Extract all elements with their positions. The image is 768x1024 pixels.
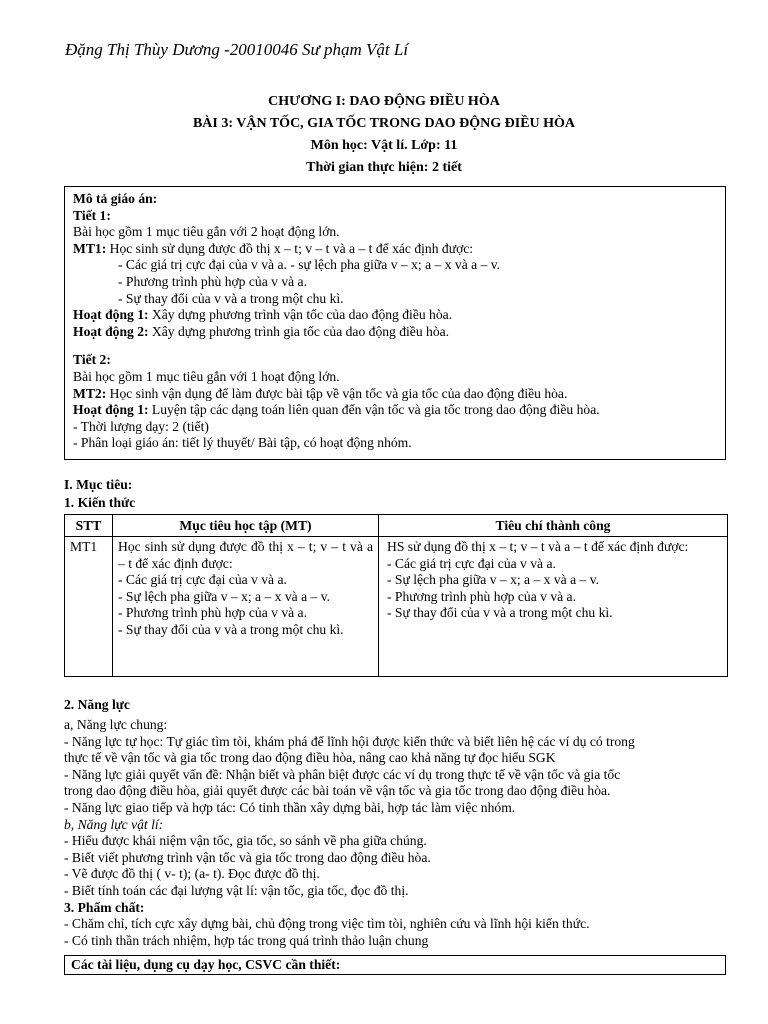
quality-title: 3. Phẩm chất:: [64, 899, 145, 915]
activity-3-line: Hoạt động 1: Luyện tập các dạng toán liên quan đến vận tốc và gia tốc trong dao động điều hòa.: [73, 402, 600, 418]
criteria-cell: [379, 537, 728, 677]
activity-1-line: Hoạt động 1: Xây dựng phương trình vận tốc của dao động điều hòa.: [73, 307, 453, 323]
materials-heading: Các tài liệu, dụng cụ dạy học, CSVC cần thiết:: [71, 957, 341, 972]
mt1-item: - Sự thay đổi của v và a trong một chu kì.: [118, 290, 344, 306]
physics-item: - Biết viết phương trình vận tốc và gia tốc trong dao động điều hòa.: [64, 849, 431, 865]
column-header: Tiêu chí thành công: [379, 515, 728, 537]
lesson-description-box: [64, 186, 726, 460]
title-block: [0, 91, 768, 179]
physics-item: - Hiểu được khái niệm vận tốc, gia tốc, so sánh về pha giữa chúng.: [64, 833, 427, 849]
problem-solving-line: - Năng lực giải quyết vấn đề: Nhận biết và phân biệt được các ví dụ trong thực tế về vận tốc và gia tốc: [64, 766, 621, 782]
criteria-item: - Sự lệch pha giữa v – x; a – x và a – v.: [387, 572, 600, 588]
lesson-title: BÀI 3: VẬN TỐC, GIA TỐC TRONG DAO ĐỘNG ĐIỀU HÒA: [192, 116, 576, 131]
objective-item: - Phương trình phù hợp của v và a.: [118, 605, 307, 621]
criteria-item: - Phương trình phù hợp của v và a.: [387, 588, 576, 604]
activity-2-line: Hoạt động 2: Xây dựng phương trình gia tốc của dao động điều hòa.: [73, 323, 450, 339]
section-knowledge-title: 1. Kiến thức: [64, 495, 136, 510]
physics-competence-label: b, Năng lực vật lí:: [64, 816, 164, 832]
stt-cell: MT1: [65, 537, 113, 677]
materials-box: [64, 955, 726, 975]
mt2-line: MT2: Học sinh vận dụng để làm được bài tập về vận tốc và gia tốc của dao động điều hòa.: [73, 385, 568, 401]
author-line: Đặng Thị Thùy Dương -20010046 Sư phạm Vật Lí: [65, 40, 409, 59]
table-row: [65, 537, 728, 677]
quality-item: - Có tinh thần trách nhiệm, hợp tác trong quá trình thảo luận chung: [64, 932, 429, 948]
column-header: Mục tiêu học tập (MT): [113, 515, 379, 537]
criteria-intro: HS sử dụng đồ thị x – t; v – t và a – t để xác định được:: [387, 539, 689, 554]
column-header: STT: [65, 515, 113, 537]
chapter-title: CHƯƠNG I: DAO ĐỘNG ĐIỀU HÒA: [268, 94, 500, 109]
objective-item: - Sự lệch pha giữa v – x; a – x và a – v.: [118, 588, 331, 604]
tiet1-label: Tiết 1:: [73, 207, 111, 223]
tiet2-intro: Bài học gồm 1 mục tiêu gắn với 1 hoạt động lớn.: [73, 368, 340, 384]
mt1-item: - Phương trình phù hợp của v và a.: [118, 273, 307, 289]
self-study-line: - Năng lực tự học: Tự giác tìm tòi, khám phá để lĩnh hội được kiến thức và biết liên hệ các ví dụ có trong: [64, 733, 635, 749]
objective-item: - Các giá trị cực đại của v và a.: [118, 572, 287, 588]
tiet1-intro: Bài học gồm 1 mục tiêu gắn với 2 hoạt động lớn.: [73, 224, 340, 240]
competence-body: [64, 717, 728, 949]
criteria-item: - Các giá trị cực đại của v và a.: [387, 555, 556, 571]
competence-title: 2. Năng lực: [64, 697, 130, 712]
problem-solving-line: trong dao động điều hòa, giải quyết được các bài toán về vận tốc và gia tốc trong dao động điều hòa.: [64, 783, 611, 799]
objective-cell: [113, 537, 379, 677]
criteria-item: - Sự thay đổi của v và a trong một chu kì.: [387, 605, 613, 621]
objectives-table: [64, 514, 728, 677]
tiet2-label: Tiết 2:: [73, 352, 111, 368]
objective-item: - Sự thay đổi của v và a trong một chu kì.: [118, 621, 344, 637]
quality-item: - Chăm chỉ, tích cực xây dựng bài, chủ động trong việc tìm tòi, nghiên cứu và lĩnh hội kiến thức.: [64, 916, 590, 932]
description-heading: Mô tả giáo án:: [73, 191, 158, 206]
physics-item: - Biết tính toán các đại lượng vật lí: vận tốc, gia tốc, đọc đồ thị.: [64, 882, 409, 898]
duration-line: Thời gian thực hiện: 2 tiết: [306, 160, 462, 175]
lesson-type: - Phân loại giáo án: tiết lý thuyết/ Bài tập, có hoạt động nhóm.: [73, 435, 412, 451]
physics-item: - Vẽ được đồ thị ( v- t); (a- t). Đọc được đồ thị.: [64, 866, 320, 882]
general-competence-label: a, Năng lực chung:: [64, 717, 168, 732]
self-study-line: thực tế về vận tốc và gia tốc trong dao động điều hòa, nâng cao khả năng tự đọc hiểu SGK: [64, 750, 556, 766]
table-header-row: [65, 515, 728, 537]
subject-line: Môn học: Vật lí. Lớp: 11: [310, 138, 458, 153]
mt1-line: MT1: Học sinh sử dụng được đồ thị x – t; v – t và a – t để xác định được:: [73, 240, 474, 256]
mt1-item: - Các giá trị cực đại của v và a. - sự lệch pha giữa v – x; a – x và a – v.: [118, 257, 501, 273]
communication-line: - Năng lực giao tiếp và hợp tác: Có tinh thần xây dựng bài, hợp tác làm việc nhóm.: [64, 799, 516, 815]
objective-intro: Học sinh sử dụng được đồ thị x – t; v – t và a – t để xác định được:: [118, 539, 373, 571]
section-objectives-title: I. Mục tiêu:: [64, 477, 133, 492]
teaching-time: - Thời lượng dạy: 2 (tiết): [73, 418, 209, 434]
